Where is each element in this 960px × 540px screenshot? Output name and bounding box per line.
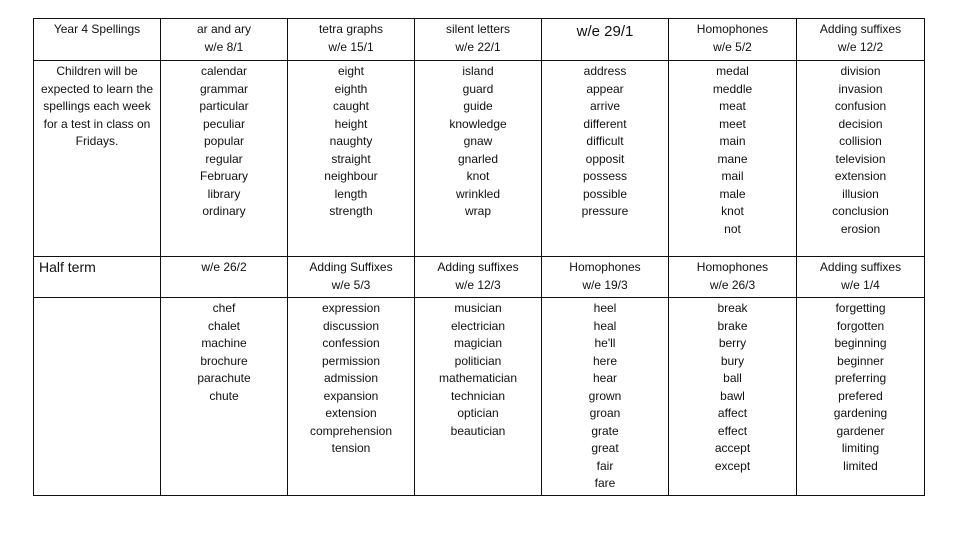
spelling-word: limited — [843, 458, 878, 473]
header-row-spring-second-half — [34, 257, 925, 298]
spelling-word: chalet — [207, 318, 241, 333]
spelling-word: wrap — [464, 204, 491, 218]
spelling-word: expansion — [323, 388, 379, 403]
spelling-word: knot — [466, 169, 490, 183]
spelling-word: conclusion — [832, 204, 889, 218]
spelling-word: meddle — [712, 81, 753, 96]
week-topic: Adding suffixes — [819, 22, 902, 36]
spelling-word: popular — [203, 134, 245, 148]
spelling-word: brake — [717, 318, 748, 333]
word-list-cell — [415, 61, 542, 257]
week-topic: tetra graphs — [318, 22, 384, 36]
spelling-word: hear — [592, 371, 618, 385]
week-topic: Homophones — [696, 260, 769, 274]
spelling-word: extension — [834, 169, 887, 183]
week-header — [161, 257, 288, 298]
spelling-word: magician — [453, 336, 503, 350]
words-row-spring-second-half — [34, 298, 925, 496]
week-topic: Adding suffixes — [819, 260, 902, 274]
spelling-word: February — [199, 169, 249, 183]
spelling-word: not — [724, 221, 741, 236]
spelling-word: beginning — [834, 336, 887, 350]
spelling-word: eight — [337, 64, 365, 78]
spelling-word: decision — [838, 116, 883, 131]
spelling-word: medal — [716, 64, 749, 78]
spelling-word: heel — [593, 301, 617, 315]
spelling-word: gnarled — [457, 151, 499, 166]
week-header — [797, 257, 925, 298]
spelling-word: admission — [323, 371, 379, 385]
spelling-word: neighbour — [324, 169, 378, 183]
spelling-word: permission — [321, 353, 381, 368]
spelling-word: electrician — [450, 318, 506, 333]
spelling-word: parachute — [197, 371, 251, 385]
week-header — [288, 19, 415, 61]
week-date: w/e 5/2 — [713, 39, 752, 54]
spelling-word: accept — [714, 441, 751, 455]
week-date: w/e 12/2 — [837, 39, 884, 54]
spelling-word: height — [334, 116, 368, 131]
word-list-cell — [161, 298, 288, 496]
spelling-word: discussion — [322, 318, 380, 333]
empty-cell — [34, 298, 161, 496]
spelling-word: optician — [457, 406, 499, 420]
spelling-word: ball — [723, 371, 742, 385]
spelling-word: guide — [463, 99, 493, 113]
spelling-word: knot — [721, 204, 744, 218]
spelling-word: mane — [717, 151, 748, 166]
spelling-word: calendar — [200, 64, 248, 78]
word-list — [164, 300, 284, 405]
spelling-word: strength — [329, 204, 373, 218]
spelling-word: erosion — [840, 221, 881, 236]
word-list-cell — [797, 61, 925, 257]
spelling-word: address — [583, 64, 627, 78]
week-date: w/e 22/1 — [455, 39, 501, 54]
word-list-cell — [669, 61, 797, 257]
word-list — [418, 300, 538, 440]
header-row-spring-first-half — [34, 19, 925, 61]
week-topic: ar and ary — [196, 22, 252, 36]
spelling-word: wrinkled — [455, 186, 500, 201]
week-date: w/e 15/1 — [328, 39, 374, 54]
week-header — [415, 257, 542, 298]
word-list-cell — [542, 61, 669, 257]
week-topic: Homophones — [569, 260, 641, 274]
spelling-word: here — [592, 353, 618, 368]
week-date: w/e 12/3 — [455, 277, 501, 292]
word-list — [164, 63, 284, 221]
instructions-note: Children will be expected to learn the spellings each week for a test in class on Fridays. — [34, 61, 161, 257]
spelling-word: difficult — [586, 134, 624, 148]
words-row-spring-first-half — [34, 61, 925, 257]
spelling-word: invasion — [838, 81, 883, 96]
spelling-word: effect — [717, 423, 748, 438]
spellings-table — [33, 18, 925, 496]
spelling-word: regular — [205, 151, 243, 166]
spelling-word: groan — [589, 406, 621, 420]
spelling-word: affect — [717, 406, 748, 420]
spelling-word: different — [583, 116, 627, 131]
spelling-word: bawl — [720, 388, 745, 403]
spelling-word: expression — [321, 301, 381, 315]
week-topic: silent letters — [445, 22, 511, 36]
word-list-cell — [797, 298, 925, 496]
spelling-word: guard — [462, 81, 494, 96]
word-list — [291, 300, 411, 458]
spelling-word: grown — [588, 388, 622, 403]
spelling-word: naughty — [329, 134, 373, 148]
week-header — [288, 257, 415, 298]
spelling-word: confession — [322, 336, 380, 350]
word-list — [800, 63, 921, 238]
spelling-word: preferring — [834, 371, 887, 385]
spelling-word: meat — [719, 99, 746, 113]
week-topic: Homophones — [696, 22, 769, 36]
word-list-cell — [288, 298, 415, 496]
spelling-word: machine — [201, 336, 247, 350]
spelling-word: eighth — [334, 81, 368, 96]
spelling-word: collision — [839, 134, 882, 148]
spelling-word: fair — [596, 458, 614, 473]
week-date: w/e 1/4 — [841, 277, 880, 292]
spelling-word: brochure — [200, 353, 248, 368]
half-term-label: Half term — [34, 257, 161, 298]
spelling-word: peculiar — [202, 116, 246, 131]
spelling-word: arrive — [589, 99, 620, 113]
spelling-word: great — [591, 441, 619, 455]
spelling-word: male — [719, 186, 746, 201]
word-list-cell — [669, 298, 797, 496]
spelling-word: technician — [450, 388, 506, 403]
spelling-word: chute — [209, 388, 239, 403]
week-date: w/e 29/1 — [576, 23, 634, 40]
spelling-word: television — [835, 151, 886, 166]
spelling-word: gardener — [836, 423, 885, 438]
spelling-word: extension — [325, 406, 377, 420]
spelling-word: main — [719, 134, 746, 148]
spelling-word: ordinary — [202, 204, 246, 218]
spelling-word: berry — [718, 336, 747, 350]
word-list-cell — [161, 61, 288, 257]
week-header — [669, 19, 797, 61]
spelling-word: mail — [721, 169, 744, 183]
word-list — [418, 63, 538, 221]
word-list-cell — [415, 298, 542, 496]
week-header — [669, 257, 797, 298]
spelling-word: possess — [582, 169, 628, 183]
word-list — [545, 63, 665, 221]
spelling-word: possible — [582, 186, 628, 201]
spelling-word: island — [462, 64, 494, 78]
week-header — [542, 257, 669, 298]
spelling-word: fare — [594, 476, 616, 490]
spelling-word: except — [714, 458, 751, 473]
spelling-word: chef — [212, 301, 236, 315]
spelling-word: illusion — [842, 186, 879, 201]
spelling-word: mathematician — [438, 371, 518, 385]
week-header — [161, 19, 288, 61]
spelling-word: meet — [719, 116, 746, 131]
spelling-word: break — [717, 301, 748, 315]
spelling-word: forgetting — [835, 301, 886, 315]
spelling-word: division — [840, 64, 881, 78]
spelling-word: limiting — [841, 441, 880, 455]
spelling-word: grammar — [199, 81, 248, 96]
spelling-word: opposit — [585, 151, 625, 166]
week-header — [542, 19, 669, 61]
week-header — [415, 19, 542, 61]
spelling-word: knowledge — [449, 116, 507, 131]
spelling-word: appear — [586, 81, 624, 96]
spelling-word: caught — [332, 99, 370, 113]
spelling-word: forgotten — [836, 318, 885, 333]
spelling-word: straight — [331, 151, 371, 166]
spelling-word: confusion — [834, 99, 887, 113]
word-list — [291, 63, 411, 221]
word-list — [800, 300, 921, 475]
word-list-cell — [288, 61, 415, 257]
spelling-word: bury — [720, 353, 745, 368]
week-date: w/e 5/3 — [331, 277, 371, 292]
spelling-word: he'll — [594, 336, 616, 350]
spelling-word: tension — [331, 441, 371, 455]
spelling-word: grate — [591, 423, 619, 438]
week-date: w/e 8/1 — [204, 39, 244, 54]
spelling-word: heal — [593, 318, 617, 333]
week-topic: Adding suffixes — [437, 260, 519, 274]
word-list — [545, 300, 665, 493]
word-list — [672, 63, 793, 238]
spelling-word: beginner — [837, 353, 884, 368]
word-list-cell — [542, 298, 669, 496]
spelling-word: gnaw — [463, 134, 493, 148]
spelling-word: politician — [454, 353, 502, 368]
week-date: w/e 26/3 — [709, 277, 756, 292]
spelling-word: musician — [454, 301, 502, 315]
spelling-word: particular — [199, 99, 249, 113]
spelling-word: pressure — [581, 204, 629, 218]
week-date: w/e 26/2 — [201, 260, 247, 274]
spelling-word: library — [207, 186, 241, 201]
week-topic: Adding Suffixes — [309, 260, 393, 274]
week-header — [797, 19, 925, 61]
word-list — [672, 300, 793, 475]
week-date: w/e 19/3 — [582, 277, 628, 292]
spelling-word: prefered — [838, 388, 883, 403]
spelling-word: comprehension — [309, 423, 393, 438]
spelling-word: gardening — [833, 406, 888, 420]
table-title: Year 4 Spellings — [34, 19, 161, 61]
spelling-word: beautician — [450, 423, 506, 438]
spelling-word: length — [334, 186, 368, 201]
